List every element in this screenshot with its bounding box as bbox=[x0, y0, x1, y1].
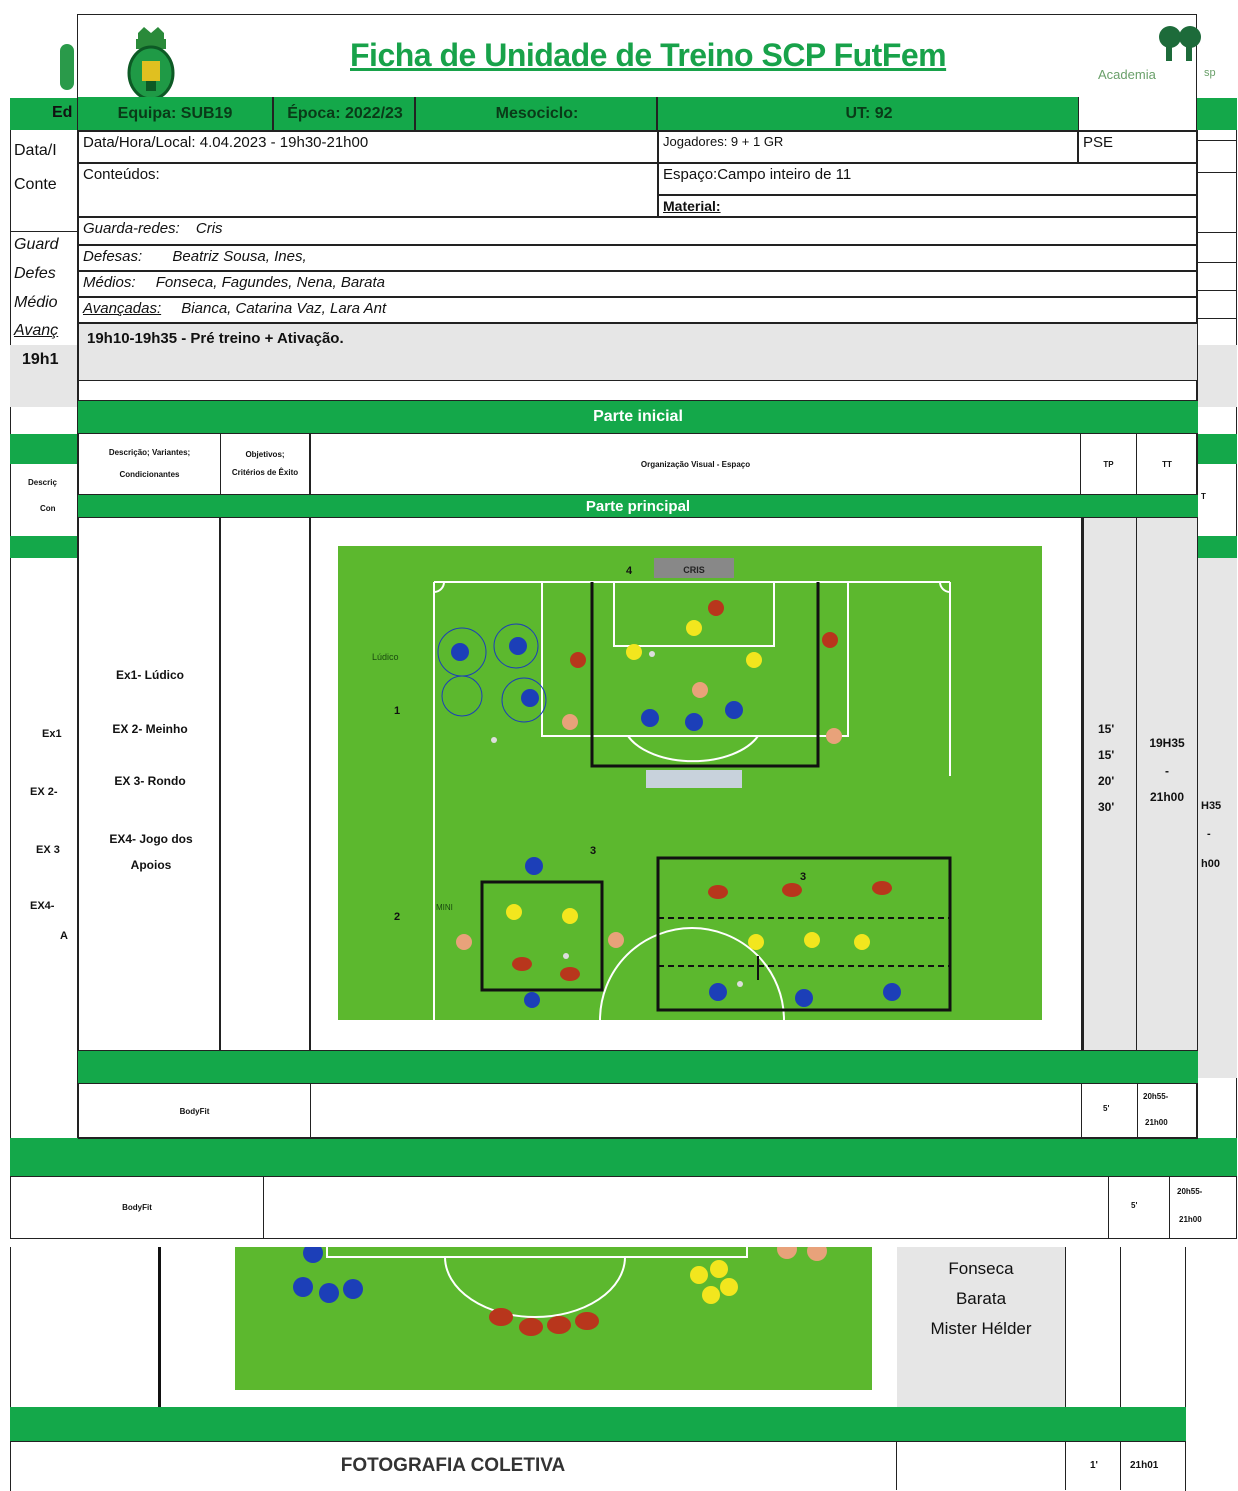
exercise-item: Ex1- Lúdico bbox=[115, 668, 184, 682]
bg-left-label: 19h1 bbox=[22, 351, 59, 368]
zone-number: 3 bbox=[590, 845, 597, 857]
bg-left-label: Defes bbox=[14, 265, 56, 282]
bg-right-partial: h00 bbox=[1201, 858, 1220, 870]
ball-icon bbox=[563, 953, 569, 959]
bg-ex-partial: A bbox=[60, 930, 68, 942]
pre-treino-row bbox=[78, 323, 1198, 381]
main-content-row bbox=[78, 517, 1198, 1051]
objetivos-cell bbox=[221, 518, 311, 1050]
espaco-label: Espaço:Campo inteiro de 11 bbox=[658, 163, 1198, 195]
bg-bodyfit-tp: 5' bbox=[1131, 1201, 1138, 1210]
material-label: Material: bbox=[658, 195, 1198, 217]
player-salmon bbox=[826, 728, 842, 744]
player-blue bbox=[641, 709, 659, 727]
player-red bbox=[489, 1308, 513, 1326]
player-blue bbox=[725, 701, 743, 719]
exercise-item: EX4- Jogo dos Apoios bbox=[109, 832, 193, 872]
zone-number: 4 bbox=[626, 565, 633, 577]
player-red bbox=[822, 632, 838, 648]
player-red bbox=[782, 883, 802, 897]
parte-principal-header: Parte principal bbox=[78, 495, 1198, 517]
fotografia-tt: 21h01 bbox=[1130, 1460, 1159, 1471]
coach-name: Barata bbox=[955, 1289, 1007, 1308]
player-blue bbox=[685, 713, 703, 731]
col-tt: TT bbox=[1162, 459, 1172, 469]
player-blue bbox=[525, 857, 543, 875]
player-yellow bbox=[702, 1286, 720, 1304]
bg-bodyfit-tt: 21h00 bbox=[1179, 1215, 1202, 1224]
player-salmon bbox=[608, 932, 624, 948]
col-objetivos: Objetivos; Critérios de Êxito bbox=[221, 434, 311, 494]
training-field bbox=[338, 546, 1042, 1020]
bg-bodyfit-row bbox=[10, 1176, 1237, 1239]
guarda-redes-row bbox=[78, 217, 1198, 245]
zone-number: 1 bbox=[394, 705, 401, 717]
bodyfit-label: BodyFit bbox=[79, 1084, 311, 1138]
fotografia-row bbox=[10, 1441, 1186, 1491]
col-descricao: Descrição; Variantes; Condicionantes bbox=[79, 434, 221, 494]
player-salmon bbox=[807, 1247, 827, 1261]
bg-right-partial: - bbox=[1207, 828, 1211, 840]
medios-value: Fonseca, Fagundes, Nena, Barata bbox=[155, 274, 386, 291]
ludico-label: Lúdico bbox=[372, 652, 399, 662]
bg-ex-partial: EX 3 bbox=[36, 844, 60, 856]
bg-left-label: Data/I bbox=[14, 142, 57, 159]
cris-label: CRIS bbox=[683, 565, 705, 575]
bg-right-partial: T bbox=[1201, 492, 1206, 501]
player-yellow bbox=[626, 644, 642, 660]
zone-number: 2 bbox=[394, 911, 401, 923]
training-sheet bbox=[77, 14, 1216, 1138]
header-row bbox=[78, 97, 1078, 131]
bg-left-label: Guard bbox=[14, 236, 59, 253]
bottom-green-band bbox=[10, 1407, 1186, 1441]
pse-label: PSE bbox=[1078, 131, 1198, 163]
ball-icon bbox=[491, 737, 497, 743]
ball-icon bbox=[737, 981, 743, 987]
player-red bbox=[519, 1318, 543, 1336]
defesas-row bbox=[78, 245, 1198, 271]
player-red bbox=[560, 967, 580, 981]
player-red bbox=[708, 600, 724, 616]
player-yellow bbox=[506, 904, 522, 920]
jogadores: Jogadores: 9 + 1 GR bbox=[658, 131, 1078, 163]
academy-logo bbox=[1098, 21, 1216, 97]
bg-bodyfit-label: BodyFit bbox=[11, 1177, 264, 1238]
data-hora-local: Data/Hora/Local: 4.04.2023 - 19h30-21h00 bbox=[78, 131, 658, 163]
coach-name: Fonseca bbox=[948, 1259, 1014, 1278]
tp-value: 15' bbox=[1098, 748, 1115, 762]
sporting-crest-icon bbox=[108, 25, 194, 105]
player-yellow bbox=[854, 934, 870, 950]
player-blue bbox=[303, 1247, 323, 1263]
header-empty-cell bbox=[1078, 97, 1198, 131]
bodyfit-tt: 20h55- bbox=[1143, 1092, 1169, 1101]
bodyfit-tp: 5' bbox=[1103, 1104, 1110, 1113]
mesociclo-label: Mesociclo: bbox=[418, 97, 658, 130]
academy-logo-icon bbox=[1156, 21, 1238, 71]
tt-value: - bbox=[1165, 764, 1169, 778]
player-red bbox=[872, 881, 892, 895]
player-blue bbox=[509, 637, 527, 655]
avancadas-row bbox=[78, 297, 1198, 323]
academy-logo-suffix: sp bbox=[1204, 67, 1216, 79]
player-salmon bbox=[777, 1247, 797, 1259]
bg-desc-partial: Con bbox=[40, 504, 56, 513]
third-sheet bbox=[10, 1247, 1186, 1491]
coach-name: Mister Hélder bbox=[930, 1319, 1032, 1338]
bg-green-band bbox=[10, 1138, 1237, 1176]
player-blue bbox=[293, 1277, 313, 1297]
defesas-label: Defesas: bbox=[83, 248, 143, 265]
fotografia-label: FOTOGRAFIA COLETIVA bbox=[10, 1442, 897, 1490]
player-blue bbox=[883, 983, 901, 1001]
tt-cell bbox=[1137, 518, 1197, 1050]
academy-logo-text: Academia bbox=[1098, 67, 1156, 82]
coaches-cell bbox=[897, 1247, 1065, 1407]
player-yellow bbox=[686, 620, 702, 636]
bodyfit-row bbox=[78, 1083, 1198, 1139]
player-red bbox=[575, 1312, 599, 1330]
player-yellow bbox=[804, 932, 820, 948]
bottom-field-svg bbox=[235, 1247, 872, 1390]
exercise-list bbox=[79, 518, 221, 1050]
player-salmon bbox=[692, 682, 708, 698]
col-organizacao: Organização Visual - Espaço bbox=[311, 434, 1081, 494]
parte-inicial-header: Parte inicial bbox=[78, 401, 1198, 433]
medios-row bbox=[78, 271, 1198, 297]
player-blue bbox=[451, 643, 469, 661]
player-salmon bbox=[456, 934, 472, 950]
conteudos-label: Conteúdos: bbox=[78, 163, 658, 217]
defesas-value: Beatriz Sousa, Ines, bbox=[172, 248, 307, 265]
medios-label: Médios: bbox=[83, 274, 136, 291]
bg-left-label: Médio bbox=[14, 294, 58, 311]
bg-ex-partial: EX 2- bbox=[30, 786, 58, 798]
player-blue bbox=[709, 983, 727, 1001]
player-yellow bbox=[746, 652, 762, 668]
player-yellow bbox=[720, 1278, 738, 1296]
mannequin-wall-icon bbox=[646, 770, 742, 788]
tp-cell bbox=[1081, 518, 1137, 1050]
player-yellow bbox=[748, 934, 764, 950]
avancadas-label: Avançadas: bbox=[83, 300, 162, 317]
bg-desc-partial: Descriç bbox=[28, 478, 57, 487]
bg-crest-icon bbox=[60, 44, 74, 90]
tp-value: 15' bbox=[1098, 722, 1115, 736]
page-title: Ficha de Unidade de Treino SCP FutFem bbox=[350, 37, 947, 73]
ball-icon bbox=[649, 651, 655, 657]
bg-right-partial: H35 bbox=[1201, 800, 1222, 812]
tp-value: 20' bbox=[1098, 774, 1115, 788]
player-yellow bbox=[562, 908, 578, 924]
player-blue bbox=[319, 1283, 339, 1303]
tt-value: 21h00 bbox=[1149, 790, 1185, 804]
player-yellow bbox=[690, 1266, 708, 1284]
bodyfit-tt: 21h00 bbox=[1145, 1118, 1168, 1127]
player-blue bbox=[795, 989, 813, 1007]
bg-header-right bbox=[1197, 98, 1237, 130]
player-red bbox=[512, 957, 532, 971]
guarda-redes-value: Cris bbox=[195, 220, 223, 237]
green-band bbox=[78, 1051, 1198, 1083]
player-salmon bbox=[562, 714, 578, 730]
player-red bbox=[708, 885, 728, 899]
tt-value: 19H35 bbox=[1149, 736, 1185, 750]
tp-value: 30' bbox=[1098, 800, 1115, 814]
bg-left-label: Conte bbox=[14, 176, 57, 193]
col-tp: TP bbox=[1081, 434, 1137, 494]
guarda-redes-label: Guarda-redes: bbox=[83, 220, 180, 237]
epoca-label: Época: 2022/23 bbox=[276, 97, 416, 130]
bg-bodyfit-tt: 20h55- bbox=[1177, 1187, 1203, 1196]
equipa-label: Equipa: SUB19 bbox=[78, 97, 274, 130]
player-yellow bbox=[710, 1260, 728, 1278]
bg-header-row bbox=[10, 98, 77, 130]
player-red bbox=[547, 1316, 571, 1334]
bottom-field-image bbox=[235, 1247, 872, 1390]
player-red bbox=[570, 652, 586, 668]
zone-number: 3 bbox=[800, 871, 807, 883]
bg-left-label: Avanç bbox=[14, 322, 59, 339]
player-blue bbox=[343, 1279, 363, 1299]
bg-left-label: Ed bbox=[52, 104, 73, 121]
exercise-item: EX 3- Rondo bbox=[114, 774, 186, 788]
fotografia-tp: 1' bbox=[1090, 1460, 1098, 1471]
player-blue bbox=[521, 689, 539, 707]
player-blue bbox=[524, 992, 540, 1008]
avancadas-value: Bianca, Catarina Vaz, Lara Ant bbox=[181, 300, 387, 317]
ut-label: UT: 92 bbox=[845, 104, 893, 122]
column-header-row bbox=[78, 433, 1198, 495]
mini-label: MINI bbox=[436, 903, 453, 912]
bg-ex-partial: Ex1 bbox=[42, 728, 62, 740]
pre-treino-text: 19h10-19h35 - Pré treino + Ativação. bbox=[87, 330, 344, 347]
bg-ex-partial: EX4- bbox=[30, 900, 55, 912]
exercise-item: EX 2- Meinho bbox=[112, 722, 188, 736]
training-field-svg bbox=[338, 546, 1042, 1020]
